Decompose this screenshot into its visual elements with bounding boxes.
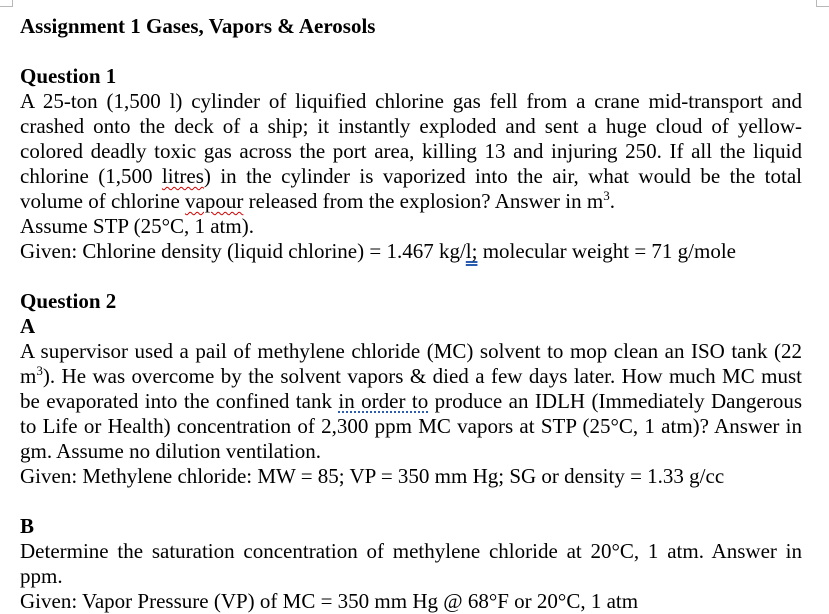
question-2-a-part-3: produce an IDLH (Immediately Dangerous to Life or Health) concentration of 2,300 ppm MC vapors at STP (25°C, 1 atm)? Answer in gm. Assume no dilution ventilation.: [20, 389, 802, 463]
question-1-given-part-2: molecular weight = 71 g/mole: [477, 239, 736, 263]
document-page: [20, 12, 802, 614]
question-1-text-end: .: [609, 189, 615, 213]
question-2-part-a-given: Given: Methylene chloride: MW = 85; VP = 350 mm Hg; SG or density = 1.33 g/cc: [20, 464, 725, 488]
blank-line: [20, 264, 802, 289]
blank-line: [20, 489, 802, 514]
question-1-text-part-1: A 25-ton (1,500 l) cylinder of liquified chlorine gas fell from a crane mid-transport and crashed onto the deck of a ship; it instantly exploded and sent a huge cloud of yellow-colored deadly toxic gas across the port area, killing 13 and injuring 250. If all the liquid chlorine (1,500: [20, 89, 802, 188]
page-corner-mark-right: [816, 0, 829, 7]
question-2-part-b-text: Determine the saturation concentration of methylene chloride at 20°C, 1 atm. Answer in ppm.: [20, 539, 802, 588]
question-2-part-a-text: [20, 339, 802, 464]
style-flag-in-order-to[interactable]: in order to: [338, 389, 429, 413]
question-2-part-b-given: Given: Vapor Pressure (VP) of MC = 350 mm Hg @ 68°F or 20°C, 1 atm: [20, 589, 639, 613]
page-corner-mark-left: [0, 0, 13, 7]
document-title: Assignment 1 Gases, Vapors & Aerosols: [20, 14, 376, 38]
question-1-text: [20, 89, 802, 214]
spelling-flag-litres[interactable]: litres: [161, 164, 204, 188]
grammar-flag-semicolon[interactable]: l;: [465, 239, 478, 263]
question-1-text-part-2: ) in the cylinder is vaporized into the air, what would be the total volume of chlorine: [20, 164, 803, 213]
question-1-assumption: Assume STP (25°C, 1 atm).: [20, 214, 254, 238]
question-1-given: [20, 239, 802, 264]
question-1-given-part-1: Given: Chlorine density (liquid chlorine) = 1.467 kg/: [20, 239, 466, 263]
spelling-flag-vapour[interactable]: vapour: [185, 189, 244, 213]
question-2-part-a-label: A: [20, 314, 36, 338]
question-2-a-part-2: ). He was overcome by the solvent vapors & died a few days later. How much MC must be evaporated into the confined tank: [20, 364, 802, 413]
question-2-a-part-1: A supervisor used a pail of methylene chloride (MC) solvent to mop clean an ISO tank (22 m: [20, 339, 802, 388]
cubic-superscript: 3: [603, 188, 610, 203]
question-2-part-b-label: B: [20, 514, 35, 538]
question-1-text-part-3: released from the explosion? Answer in m: [243, 189, 604, 213]
question-1-heading: Question 1: [20, 64, 117, 88]
blank-line: [20, 40, 802, 64]
question-2-heading: Question 2: [20, 289, 117, 313]
cubic-superscript: 3: [36, 363, 43, 378]
